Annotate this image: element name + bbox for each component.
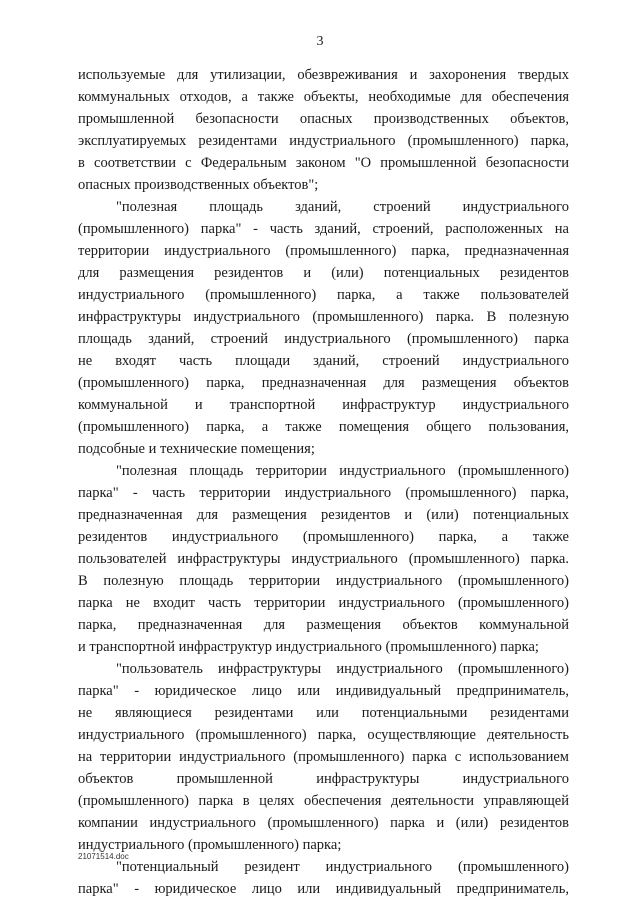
- text-line: компании индустриального (промышленного) парка и (или) резидентов: [78, 815, 569, 831]
- text-line: (промышленного) парка" - часть зданий, строений, расположенных на: [78, 221, 569, 237]
- text-line: эксплуатируемых резидентами индустриального (промышленного) парка,: [78, 133, 569, 149]
- text-line: подсобные и технические помещения;: [78, 441, 315, 457]
- text-line: парка" - юридическое лицо или индивидуальный предприниматель,: [78, 683, 569, 699]
- text-line: промышленной безопасности опасных производственных объектов,: [78, 111, 569, 127]
- text-line: индустриального (промышленного) парка, осуществляющие деятельность: [78, 727, 569, 743]
- document-file-code: 21071514.doc: [78, 852, 129, 861]
- text-line: инфраструктуры индустриального (промышленного) парка. В полезную: [78, 309, 569, 325]
- text-line: "полезная площадь территории индустриального (промышленного): [116, 463, 569, 479]
- text-line: парка не входит часть территории индустриального (промышленного): [78, 595, 569, 611]
- text-line: В полезную площадь территории индустриального (промышленного): [78, 573, 569, 589]
- text-line: не входят часть площади зданий, строений индустриального: [78, 353, 569, 369]
- page-number: 3: [316, 34, 324, 49]
- text-line: парка" - юридическое лицо или индивидуальный предприниматель,: [78, 881, 569, 897]
- text-line: (промышленного) парка в целях обеспечения деятельности управляющей: [78, 793, 569, 809]
- text-line: территории индустриального (промышленного) парка, предназначенная: [78, 243, 569, 259]
- text-line: "потенциальный резидент индустриального (промышленного): [116, 859, 569, 875]
- text-line: объектов промышленной инфраструктуры индустриального: [78, 771, 569, 787]
- text-line: для размещения резидентов и (или) потенциальных резидентов: [78, 265, 569, 281]
- text-line: предназначенная для размещения резидентов и (или) потенциальных: [78, 507, 569, 523]
- text-line: опасных производственных объектов";: [78, 177, 319, 193]
- text-line: индустриального (промышленного) парка;: [78, 837, 342, 853]
- text-line: и транспортной инфраструктур индустриального (промышленного) парка;: [78, 639, 539, 655]
- text-line: на территории индустриального (промышленного) парка с использованием: [78, 749, 569, 765]
- text-line: в соответствии с Федеральным законом "О промышленной безопасности: [78, 155, 569, 171]
- text-line: парка, предназначенная для размещения объектов коммунальной: [78, 617, 569, 633]
- text-line: индустриального (промышленного) парка, а также пользователей: [78, 287, 569, 303]
- text-line: используемые для утилизации, обезвреживания и захоронения твердых: [78, 67, 569, 83]
- text-line: не являющиеся резидентами или потенциальными резидентами: [78, 705, 569, 721]
- text-line: парка" - часть территории индустриального (промышленного) парка,: [78, 485, 569, 501]
- text-line: (промышленного) парка, а также помещения общего пользования,: [78, 419, 569, 435]
- text-line: коммунальной и транспортной инфраструктур индустриального: [78, 397, 569, 413]
- text-line: "полезная площадь зданий, строений индустриального: [116, 199, 569, 215]
- text-line: коммунальных отходов, а также объекты, необходимые для обеспечения: [78, 89, 569, 105]
- text-line: резидентов индустриального (промышленного) парка, а также: [78, 529, 569, 545]
- text-line: (промышленного) парка, предназначенная для размещения объектов: [78, 375, 569, 391]
- text-line: "пользователь инфраструктуры индустриального (промышленного): [116, 661, 569, 677]
- document-body: [78, 64, 569, 900]
- text-line: пользователей инфраструктуры индустриального (промышленного) парка.: [78, 551, 569, 567]
- text-line: площадь зданий, строений индустриального (промышленного) парка: [78, 331, 569, 347]
